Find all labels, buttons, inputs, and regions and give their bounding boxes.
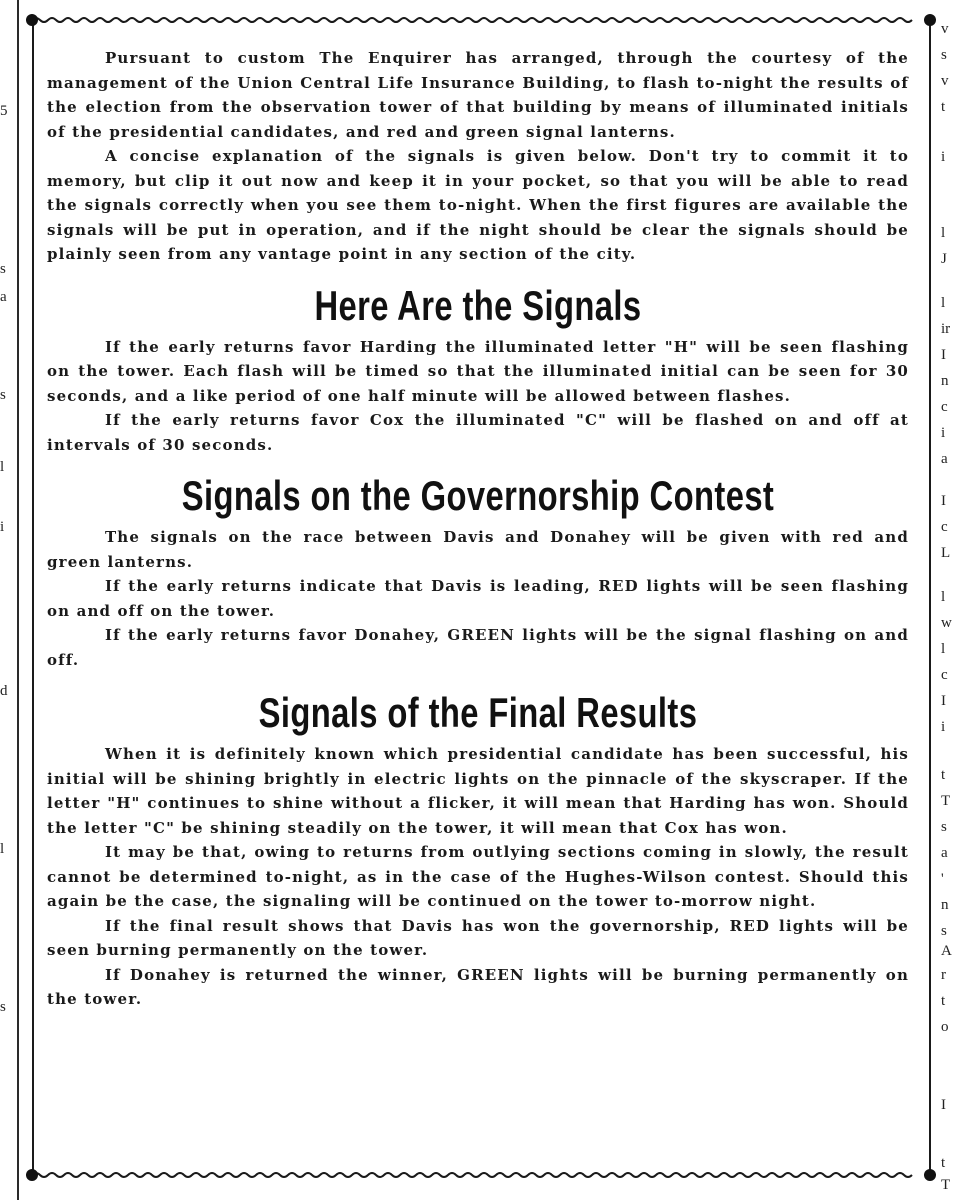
margin-fragment: s xyxy=(0,999,6,1015)
margin-fragment: l xyxy=(0,841,5,857)
body-paragraph: The signals on the race between Davis and Donahey will be given with red and green lanterns. xyxy=(47,528,909,571)
margin-fragment: l xyxy=(941,589,946,605)
section-heading: Here Are the Signals xyxy=(314,281,642,329)
margin-fragment: I xyxy=(941,347,946,363)
margin-fragment: T xyxy=(941,1177,951,1193)
margin-fragment: t xyxy=(941,99,946,115)
margin-fragment: s xyxy=(941,819,947,835)
intro-paragraph: Pursuant to custom The Enquirer has arranged, through the courtesy of the management of the Union Central Life Insurance Building, to flash to-night the results of the election from the observation tower of that building by means of illuminated initials of the presidential candidates, and red and green signal lanterns. xyxy=(47,49,909,141)
margin-fragment: c xyxy=(941,519,948,535)
body-paragraph: If the early returns indicate that Davis is leading, RED lights will be seen flashing on and off on the tower. xyxy=(47,577,909,620)
margin-fragment: a xyxy=(941,451,948,467)
margin-fragment: J xyxy=(941,251,947,267)
election-signals-article xyxy=(47,46,909,1012)
border-corner-dot xyxy=(26,1169,38,1181)
margin-fragment: t xyxy=(941,767,946,783)
body-paragraph: When it is definitely known which presidential candidate has been successful, his initial will be shining brightly in electric lights on the pinnacle of the skyscraper. If the letter "H" continues to shine without a flicker, it will mean that Harding has won. Should the letter "C" be shining steadily on the tower, it will mean that Cox has won. xyxy=(47,745,909,837)
margin-fragment: v xyxy=(941,73,949,89)
margin-fragment: v xyxy=(941,21,949,37)
section-heading: Signals of the Final Results xyxy=(258,689,698,736)
border-corner-dot xyxy=(924,14,936,26)
margin-fragment: L xyxy=(941,545,951,561)
margin-fragment: n xyxy=(941,897,949,913)
margin-fragment: t xyxy=(941,1155,946,1171)
margin-fragment: l xyxy=(941,225,946,241)
margin-fragment: s xyxy=(941,923,947,939)
margin-fragment: r xyxy=(941,967,946,983)
margin-fragment: A xyxy=(941,943,952,959)
body-paragraph: If the final result shows that Davis has won the governorship, RED lights will be seen burning permanently on the tower. xyxy=(47,916,909,959)
border-bottom-rule xyxy=(32,1173,912,1177)
margin-fragment: s xyxy=(0,261,6,277)
margin-fragment: l xyxy=(0,459,5,475)
intro-paragraph: A concise explanation of the signals is given below. Don't try to commit it to memory, but clip it out now and keep it in your pocket, so that you will be able to read the signals correctly when you see them to-night. When the first figures are available the signals will be put in operation, and if the night should be clear the signals should be plainly seen from any vantage point in any section of the city. xyxy=(47,147,909,263)
margin-fragment: n xyxy=(941,373,949,389)
margin-fragment: ir xyxy=(941,321,951,337)
margin-fragment: o xyxy=(941,1019,949,1035)
body-paragraph: If the early returns favor Harding the illuminated letter "H" will be seen flashing on the tower. Each flash will be timed so that the illuminated initial can be seen for 30 seconds, and a like period of one half minute will be allowed between flashes. xyxy=(47,337,909,405)
margin-fragment: i xyxy=(941,149,946,165)
margin-fragment: w xyxy=(941,615,952,631)
margin-fragment: s xyxy=(941,47,947,63)
margin-fragment: l xyxy=(941,295,946,311)
margin-fragment: T xyxy=(941,793,951,809)
body-paragraph: If Donahey is returned the winner, GREEN lights will be burning permanently on the tower. xyxy=(47,965,909,1008)
margin-fragment: a xyxy=(941,845,948,861)
margin-fragment: t xyxy=(941,993,946,1009)
margin-fragment: s xyxy=(0,387,6,403)
margin-fragment: c xyxy=(941,399,948,415)
margin-fragment: ' xyxy=(941,871,944,887)
margin-fragment: 5 xyxy=(0,103,8,119)
margin-fragment: a xyxy=(0,289,7,305)
margin-fragment: c xyxy=(941,667,948,683)
body-paragraph: It may be that, owing to returns from outlying sections coming in slowly, the result cannot be determined to-night, as in the case of the Hughes-Wilson contest. Should this again be the case, the signaling will be continued on the tower to-morrow night. xyxy=(47,843,909,910)
margin-fragment: I xyxy=(941,693,946,709)
margin-fragment: i xyxy=(941,425,946,441)
margin-fragment: i xyxy=(941,719,946,735)
margin-fragment: i xyxy=(0,519,5,535)
body-paragraph: If the early returns favor Cox the illuminated "C" will be flashed on and off at intervals of 30 seconds. xyxy=(47,411,909,454)
body-paragraph: If the early returns favor Donahey, GREEN lights will be the signal flashing on and off. xyxy=(47,626,909,669)
border-corner-dot xyxy=(26,14,38,26)
border-corner-dot xyxy=(924,1169,936,1181)
border-top-rule xyxy=(32,18,912,22)
margin-fragment: l xyxy=(941,641,946,657)
section-heading: Signals on the Governorship Contest xyxy=(181,472,775,519)
margin-fragment: I xyxy=(941,493,946,509)
margin-fragment: I xyxy=(941,1097,946,1113)
margin-fragment: d xyxy=(0,683,8,699)
